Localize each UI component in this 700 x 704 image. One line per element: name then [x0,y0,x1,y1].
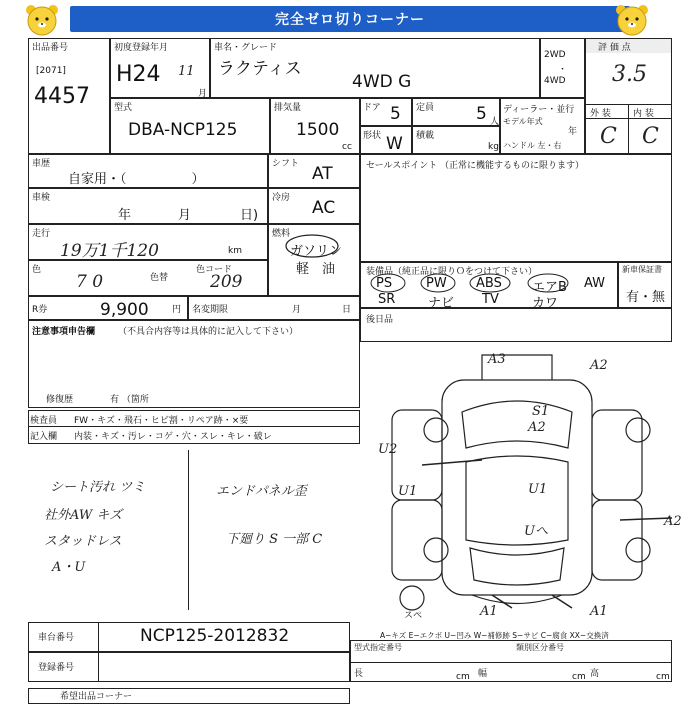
disp-unit: cc [342,142,352,152]
inspector-label1: 検査員 [30,416,58,426]
colorcode-label: 色コード [196,265,233,275]
mileage-value: 19万1千120 [60,241,159,261]
inspection-label: 車検 [32,193,51,203]
spec-wid: 幅 [478,669,488,679]
inspection-day: 日) [240,208,259,223]
car-name: ラクティス [218,59,302,79]
score-ext: C [600,124,617,149]
spec-len: 長 [354,669,364,679]
colorcode-value: 209 [210,272,243,292]
sales-hint: （正常に機能するものに限ります） [440,161,585,171]
equip-tv: TV [482,292,499,307]
equip-aw: AW [584,276,606,291]
equip-leather: カワ [532,296,559,311]
spec-hgt: 高 [590,669,600,679]
history-value: 自家用・（ ） [68,172,205,187]
dmg-label-a2-top: A2 [590,358,608,373]
body-label: 形状 [363,131,382,141]
score-ext-label: 外 装 [590,109,611,119]
rear-box [360,308,672,342]
shift-label: シフト [272,159,300,169]
notes-hint: （不具合内容等は具体的に記入して下さい） [118,327,299,337]
color-code-label: 色替 [150,273,169,283]
note-left-3: スタッドレス [44,534,122,549]
fuel-label: 燃料 [272,229,291,239]
note-left-1: シート汚れ ツミ [50,480,146,495]
mascot-bear-icon [612,2,652,38]
spec-label1: 型式指定番号 [354,643,402,652]
recycle-value: 9,900 [100,300,149,320]
inspector-row1: FW・キズ・飛石・ヒビ割・リペア跡・×要 [74,416,249,426]
score-label: 評 価 点 [598,43,631,53]
repair-value: 有 （箇所 [110,395,149,405]
note-left-4: A・U [52,560,86,575]
doors-label: ドア [363,103,381,113]
damage-legend: A−キズ E−エクボ U−凹み W−補修跡 S−サビ C−腐食 XX−交換済 [380,631,609,640]
inspection-year: 年 [118,208,132,223]
fuel-circle-mark [282,232,342,260]
lot-number: 4457 [34,84,90,109]
ac-value: AC [312,198,336,218]
expiry-day: 日 [342,305,352,315]
equip-sr: SR [378,292,396,307]
spec-label2: 類別区分番号 [516,643,564,652]
color-value: 7 0 [76,272,104,292]
dmg-label-a3: A3 [488,352,506,367]
reg-label: 初度登録年月 [114,43,169,53]
dmg-label-u1-left: U1 [398,484,418,499]
drive-opt1: 2WD [544,50,566,60]
warranty-value: 有・無 [626,290,666,305]
equip-circle-marks [366,272,576,294]
equip-ps: PS [376,276,393,291]
mascot-bear-icon [22,2,62,38]
score-int: C [642,124,659,149]
equip-navi: ナビ [428,296,455,311]
dmg-label-a1-right: A1 [590,604,608,619]
chassis-value: NCP125-2012832 [140,626,290,646]
dmg-label-s1: S1 [532,404,550,419]
equip-pw: PW [426,276,447,291]
note-right-2: 下廻り S 一部 C [226,532,323,547]
modelyear-unit: 年 [568,127,578,137]
handle-label: ハンドル 左・右 [503,141,562,150]
note-left-2: 社外AW キズ [44,508,123,523]
page-title: 完全ゼロ切りコーナー [70,6,630,32]
dmg-label-a2-mid: A2 [528,420,546,435]
mileage-unit: km [228,246,242,256]
chassis-label: 車台番号 [38,633,75,643]
capacity-value: 5 [476,104,487,124]
car-grade: 4WD G [352,72,412,92]
capacity-label: 定員 [416,103,435,113]
dmg-label-a1-left: A1 [480,604,498,619]
doors-value: 5 [390,104,401,124]
dmg-label-u1-center: U1 [528,482,548,497]
expiry-label: 名変期限 [192,305,229,315]
footer-text: 希望出品コーナー [60,692,133,702]
history-label: 車歴 [32,159,51,169]
reg-month-unit: 月 [198,89,208,99]
notes-label: 注意事項申告欄 [32,327,96,337]
drive-opt2: 4WD [544,76,566,86]
sales-label: セールスポイント [366,161,438,171]
score-int-label: 内 装 [633,109,654,119]
ac-label: 冷房 [272,193,291,203]
regno-box [28,652,350,682]
expiry-month: 月 [292,305,302,315]
fuel-diesel: 軽 油 [296,262,336,277]
fuel-gas: ガソリン [290,244,343,259]
inspector-row2: 内装・キズ・汚レ・コゲ・穴・スレ・キレ・破レ [74,432,272,442]
payload-unit: kg [488,142,499,152]
color-label: 色 [32,265,42,275]
car-label: 車名・グレード [214,43,278,53]
dmg-label-u2: U2 [378,442,398,457]
spec-len-unit: cm [456,672,470,682]
note-right-1: エンドパネル歪 [216,484,307,499]
equip-label: 装備品（純正品に限りＯをつけて下さい） [366,267,538,277]
dealer-label: ディーラー・並行 [503,105,575,115]
inspection-month: 月 [178,208,192,223]
equip-abs: ABS [476,276,502,291]
warranty-label: 新車保証書 [622,265,662,274]
regno-label: 登録番号 [38,663,75,673]
drive-dot: ・ [558,65,568,75]
repair-label: 修復歴 [46,395,74,405]
mileage-label: 走行 [32,229,51,239]
body-value: W [386,134,403,154]
shift-value: AT [312,164,333,184]
spare-label: スペ [404,611,423,621]
modelyear-label: モデル年式 [503,117,543,126]
score-value: 3.5 [612,62,647,87]
recycle-label: R券 [32,305,48,315]
equip-airbag: エアB [532,280,567,295]
rear-label: 後日品 [366,315,394,325]
disp-value: 1500 [296,120,340,140]
dmg-label-a2-right: A2 [664,514,682,529]
reg-month: 11 [178,64,195,79]
model-value: DBA-NCP125 [128,120,238,140]
capacity-unit: 人 [490,117,500,127]
lot-label: 出品番号 [32,43,69,53]
spec-wid-unit: cm [572,672,586,682]
disp-label: 排気量 [274,103,302,113]
inspector-label2: 記入欄 [30,432,58,442]
inspection-box [28,188,268,224]
payload-label: 積載 [416,131,435,141]
lot-sub: [2071] [36,66,66,76]
spec-hgt-unit: cm [656,672,670,682]
model-label: 型式 [114,103,133,113]
recycle-unit: 円 [172,305,182,315]
dmg-label-u-center: Uへ [524,524,548,539]
reg-era: H24 [116,62,161,87]
